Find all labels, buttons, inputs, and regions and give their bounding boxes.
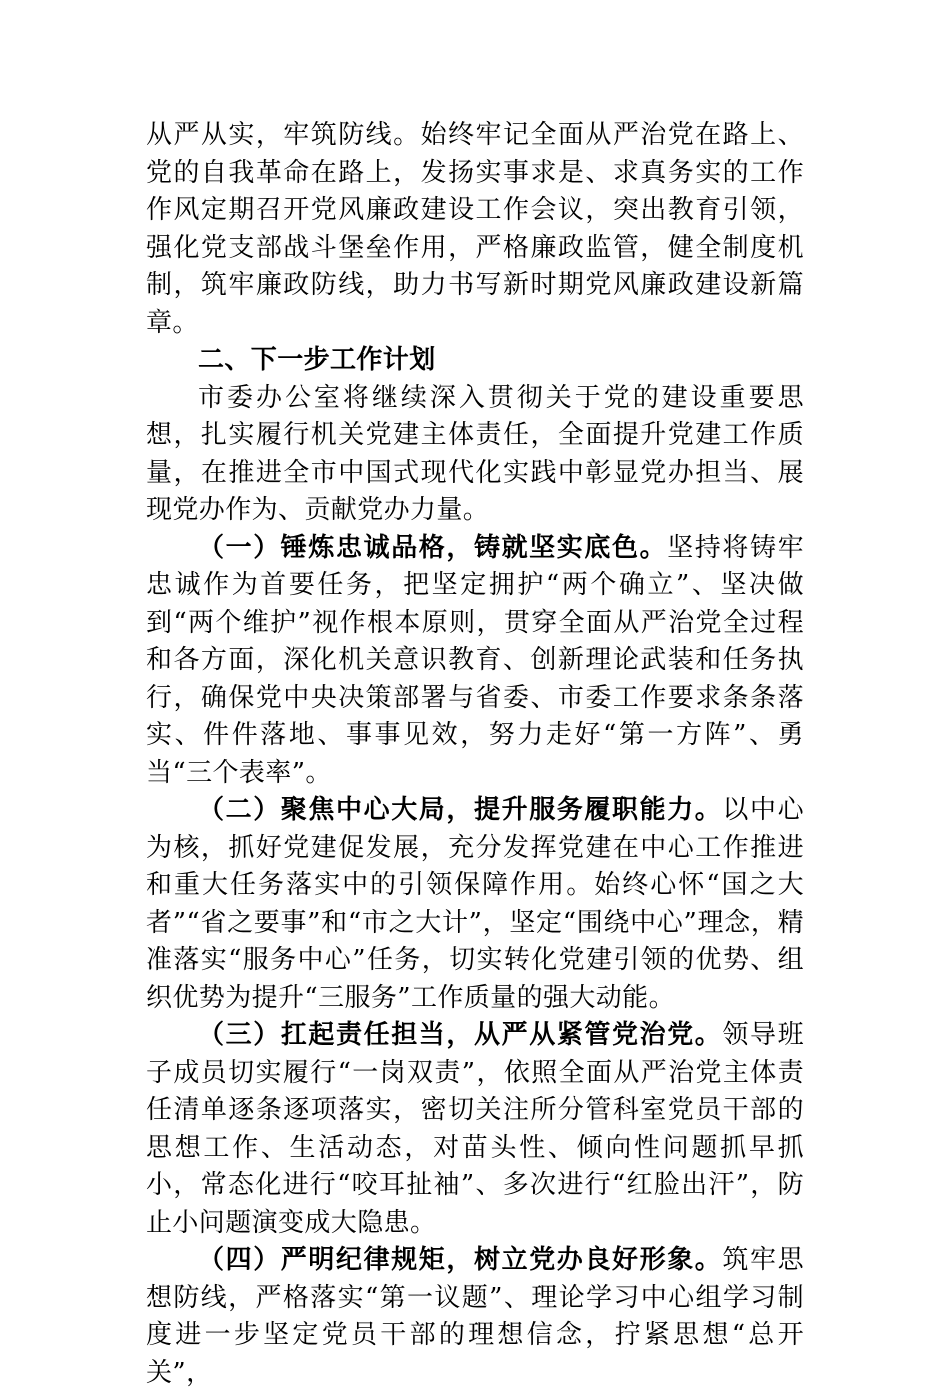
- list-item-responsibility: [146, 1017, 804, 1242]
- section-heading-next-plan: 二、下一步工作计划: [198, 345, 436, 375]
- item-lead-discipline: （四）严明纪律规矩，树立党办良好形象。: [198, 1245, 723, 1275]
- list-item-service: [146, 792, 804, 1017]
- item-body-responsibility: 领导班子成员切实履行“一岗双责”，依照全面从严治党主体责任清单逐条逐项落实，密切关注所分管科室党员干部的思想工作、生活动态，对苗头性、倾向性问题抓早抓小，常态化进行“咬耳扯袖”、多次进行“红脸出汗”，防止小问题演变成大隐患。: [146, 1020, 804, 1238]
- item-lead-service: （二）聚焦中心大局，提升服务履职能力。: [198, 795, 723, 825]
- list-item-discipline: [146, 1242, 804, 1392]
- item-body-discipline: 筑牢思想防线，严格落实“第一议题”、理论学习中心组学习制度进一步坚定党员干部的理想信念，拧紧思想“总开关”，: [146, 1245, 804, 1388]
- list-item-loyalty: [146, 530, 804, 793]
- item-lead-responsibility: （三）扛起责任担当，从严从紧管党治党。: [198, 1020, 723, 1050]
- paragraph-intro-plan: 市委办公室将继续深入贯彻关于党的建设重要思想，扎实履行机关党建主体责任，全面提升党建工作质量，在推进全市中国式现代化实践中彰显党办担当、展现党办作为、贡献党办力量。: [146, 382, 804, 525]
- paragraph-anti-corruption: 从严从实，牢筑防线。始终牢记全面从严治党在路上、党的自我革命在路上，发扬实事求是、求真务实的工作作风定期召开党风廉政建设工作会议，突出教育引领，强化党支部战斗堡垒作用，严格廉政监管，健全制度机制，筑牢廉政防线，助力书写新时期党风廉政建设新篇章。: [146, 120, 804, 338]
- item-body-service: 以中心为核，抓好党建促发展，充分发挥党建在中心工作推进和重大任务落实中的引领保障作用。始终心怀“国之大者”“省之要事”和“市之大计”，坚定“围绕中心”理念，精准落实“服务中心”任务，切实转化党建引领的优势、组织优势为提升“三服务”工作质量的强大动能。: [146, 795, 804, 1013]
- item-lead-loyalty: （一）锤炼忠诚品格，铸就坚实底色。: [198, 532, 668, 563]
- item-body-loyalty: 坚持将铸牢忠诚作为首要任务，把坚定拥护“两个确立”、坚决做到“两个维护”视作根本原则，贯穿全面从严治党全过程和各方面，深化机关意识教育、创新理论武装和任务执行，确保党中央决策部署与省委、市委工作要求条条落实、件件落地、事事见效，努力走好“第一方阵”、勇当“三个表率”。: [146, 532, 804, 788]
- document-body: [146, 117, 804, 1392]
